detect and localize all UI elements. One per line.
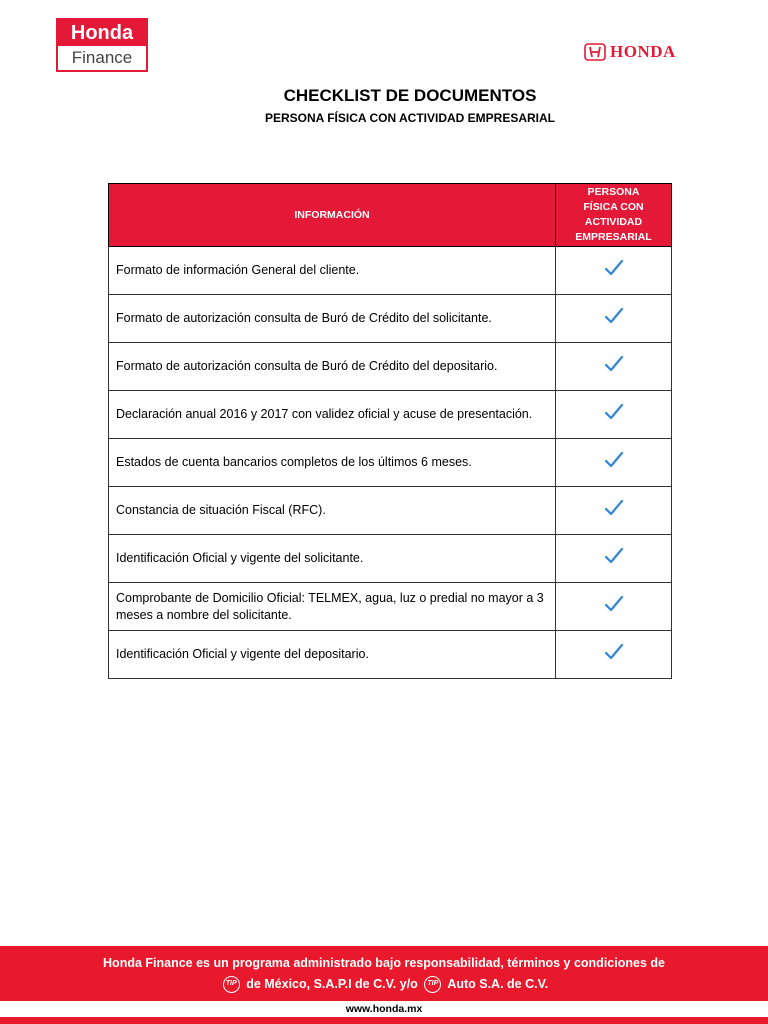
document-requirement: Formato de información General del cliente. <box>109 247 556 295</box>
footer-url-link[interactable]: www.honda.mx <box>345 1003 423 1015</box>
column-header-line: PERSONA <box>587 186 640 198</box>
logo-finance-text: Finance <box>71 48 133 67</box>
checkmark-icon <box>604 403 624 421</box>
page-subtitle: PERSONA FÍSICA CON ACTIVIDAD EMPRESARIAL <box>264 111 555 125</box>
page-title: CHECKLIST DE DOCUMENTOS <box>283 86 537 105</box>
table-row <box>109 295 672 343</box>
footer-company-2: Auto S.A. de C.V. <box>447 976 549 991</box>
column-header-line: ACTIVIDAD <box>584 216 643 228</box>
table-row <box>109 631 672 679</box>
document-requirement: Identificación Oficial y vigente del depositario. <box>109 631 556 679</box>
document-checklist-table <box>108 183 672 679</box>
table-row <box>109 343 672 391</box>
requirement-check-cell <box>556 535 672 583</box>
footer-company-1: de México, S.A.P.I de C.V. y/o <box>246 976 418 991</box>
document-requirement: Formato de autorización consulta de Buró de Crédito del depositario. <box>109 343 556 391</box>
document-requirement: Declaración anual 2016 y 2017 con validez oficial y acuse de presentación. <box>109 391 556 439</box>
document-requirement: Formato de autorización consulta de Buró de Crédito del solicitante. <box>109 295 556 343</box>
checkmark-icon <box>604 355 624 373</box>
column-header-line: FÍSICA CON <box>583 201 644 213</box>
checkmark-icon <box>604 643 624 661</box>
checkmark-icon <box>604 595 624 613</box>
checkmark-icon <box>604 547 624 565</box>
footer-banner <box>0 946 768 1024</box>
document-requirement: Constancia de situación Fiscal (RFC). <box>109 487 556 535</box>
honda-brand-word: HONDA <box>610 42 676 61</box>
tip-mark-icon: TIP <box>223 976 240 993</box>
requirement-check-cell <box>556 295 672 343</box>
checkmark-icon <box>604 259 624 277</box>
column-header-line: EMPRESARIAL <box>575 231 652 243</box>
column-header-informacion: INFORMACIÓN <box>109 184 556 247</box>
honda-finance-logo <box>56 18 148 72</box>
table-row <box>109 439 672 487</box>
tip-mark-icon: TIP <box>424 976 441 993</box>
document-requirement: Comprobante de Domicilio Oficial: TELMEX, agua, luz o predial no mayor a 3 meses a nombre del solicitante. <box>109 583 556 631</box>
table-row <box>109 487 672 535</box>
honda-wing-icon <box>584 43 606 61</box>
checkmark-icon <box>604 307 624 325</box>
honda-brand-logo <box>584 42 676 62</box>
table-row <box>109 391 672 439</box>
requirement-check-cell <box>556 391 672 439</box>
requirement-check-cell <box>556 487 672 535</box>
requirement-check-cell <box>556 583 672 631</box>
document-requirement: Identificación Oficial y vigente del solicitante. <box>109 535 556 583</box>
logo-honda-text: Honda <box>58 20 146 46</box>
table-header-row <box>109 184 672 247</box>
requirement-check-cell <box>556 439 672 487</box>
checkmark-icon <box>604 499 624 517</box>
document-requirement: Estados de cuenta bancarios completos de los últimos 6 meses. <box>109 439 556 487</box>
column-header-persona-fisica <box>556 184 672 247</box>
table-row <box>109 247 672 295</box>
footer-line-2 <box>0 976 768 993</box>
checkmark-icon <box>604 451 624 469</box>
requirement-check-cell <box>556 631 672 679</box>
requirement-check-cell <box>556 247 672 295</box>
table-row <box>109 535 672 583</box>
table-row <box>109 583 672 631</box>
requirement-check-cell <box>556 343 672 391</box>
footer-line-1: Honda Finance es un programa administrado bajo responsabilidad, términos y condiciones de <box>103 956 665 970</box>
